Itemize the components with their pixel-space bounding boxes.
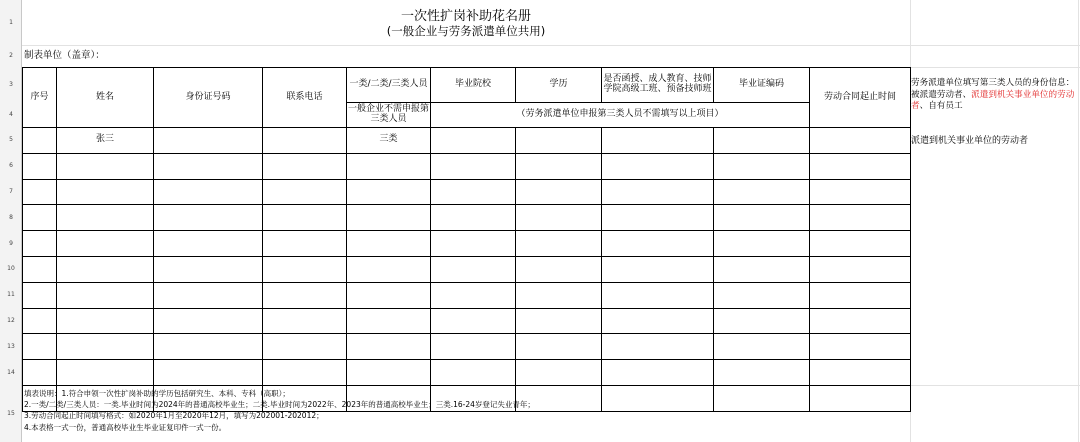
sample-category-cell[interactable]: 三类 [347, 128, 431, 154]
row-number[interactable]: 2 [9, 52, 13, 59]
table-cell[interactable] [23, 205, 57, 231]
table-cell[interactable] [57, 308, 154, 334]
table-row [23, 205, 911, 231]
table-cell[interactable] [714, 128, 810, 154]
table-cell[interactable] [57, 334, 154, 360]
table-cell[interactable] [154, 231, 263, 257]
table-cell[interactable] [516, 128, 602, 154]
dispatch-note[interactable]: （劳务派遣单位申报第三类人员不需填写以上项目） [431, 103, 810, 128]
table-cell[interactable] [263, 256, 347, 282]
col-header-phone[interactable]: 联系电话 [263, 68, 347, 128]
table-cell[interactable] [263, 282, 347, 308]
col-header-education[interactable]: 学历 [516, 68, 602, 103]
row-number[interactable]: 9 [9, 240, 13, 247]
table-row [23, 153, 911, 179]
row-number[interactable]: 6 [9, 162, 13, 169]
table-cell[interactable] [154, 153, 263, 179]
table-cell[interactable] [57, 179, 154, 205]
table-cell[interactable] [23, 308, 57, 334]
table-cell[interactable] [431, 205, 516, 231]
table-cell[interactable] [263, 308, 347, 334]
table-cell[interactable] [431, 179, 516, 205]
table-cell[interactable] [516, 334, 602, 360]
table-cell[interactable] [154, 360, 263, 386]
table-cell[interactable] [263, 128, 347, 154]
table-cell[interactable] [810, 334, 911, 360]
table-cell[interactable] [602, 205, 714, 231]
row-number[interactable]: 11 [7, 291, 15, 298]
table-cell[interactable] [57, 231, 154, 257]
table-cell[interactable] [602, 308, 714, 334]
table-cell[interactable] [154, 128, 263, 154]
table-cell[interactable] [714, 153, 810, 179]
table-cell[interactable] [347, 231, 431, 257]
title-area [22, 0, 910, 45]
table-cell[interactable] [714, 231, 810, 257]
table-cell[interactable] [602, 128, 714, 154]
table-cell[interactable] [154, 205, 263, 231]
table-cell[interactable] [23, 179, 57, 205]
table-cell[interactable] [516, 231, 602, 257]
col-header-school[interactable]: 毕业院校 [431, 68, 516, 103]
dispatch-identity-header[interactable] [911, 78, 1077, 113]
row-number[interactable]: 8 [9, 214, 13, 221]
table-cell[interactable] [516, 256, 602, 282]
sample-name-cell[interactable]: 张三 [57, 128, 154, 154]
row-number[interactable]: 13 [7, 343, 15, 350]
table-cell[interactable] [154, 308, 263, 334]
table-cell[interactable] [263, 360, 347, 386]
table-cell[interactable] [23, 256, 57, 282]
note-line: 4.本表格一式一份，普通高校毕业生毕业证复印件一式一份。 [24, 422, 227, 432]
col-header-id-number[interactable]: 身份证号码 [154, 68, 263, 128]
note-line: 3.劳动合同起止时间填写格式：如2020年1月至2020年12月，填写为202001-202012； [24, 411, 324, 421]
row-number[interactable]: 7 [9, 188, 13, 195]
sample-identity-cell[interactable]: 派遣到机关事业单位的劳动者 [911, 136, 1029, 146]
table-cell[interactable] [516, 179, 602, 205]
table-cell[interactable] [714, 385, 810, 411]
table-cell[interactable] [431, 256, 516, 282]
table-cell[interactable] [810, 179, 911, 205]
table-row [23, 360, 911, 386]
table-cell[interactable] [154, 256, 263, 282]
table-cell[interactable] [602, 334, 714, 360]
table-cell[interactable] [602, 256, 714, 282]
table-row [23, 256, 911, 282]
table-cell[interactable] [154, 179, 263, 205]
table-cell[interactable] [431, 334, 516, 360]
table-cell[interactable] [810, 385, 911, 411]
col-header-tech-class[interactable]: 是否函授、成人教育、技师学院高级工班、预备技师班 [602, 68, 714, 103]
table-cell[interactable] [810, 308, 911, 334]
table-cell[interactable] [516, 282, 602, 308]
table-cell[interactable] [154, 282, 263, 308]
dispatch-identity-red: 派遣到机关事业单位的劳动者 [911, 89, 1075, 111]
table-cell[interactable] [810, 256, 911, 282]
table-cell[interactable] [263, 231, 347, 257]
roster-table [22, 67, 911, 412]
table-row [23, 179, 911, 205]
table-row [23, 282, 911, 308]
table-cell[interactable] [263, 153, 347, 179]
table-cell[interactable] [57, 282, 154, 308]
table-cell[interactable] [714, 256, 810, 282]
table-cell[interactable] [810, 231, 911, 257]
page-subtitle: (一般企业与劳务派遣单位共用) [386, 24, 546, 38]
row-number[interactable]: 3 [9, 81, 13, 88]
table-cell[interactable] [23, 282, 57, 308]
table-row [23, 308, 911, 334]
gridline [1078, 0, 1079, 442]
table-cell[interactable] [57, 205, 154, 231]
category-note[interactable]: 一般企业不需申报第三类人员 [347, 103, 431, 128]
col-header-contract-period[interactable]: 劳动合同起止时间 [810, 68, 911, 128]
table-cell[interactable] [263, 334, 347, 360]
table-cell[interactable] [714, 360, 810, 386]
table-cell[interactable] [810, 360, 911, 386]
table-row [23, 231, 911, 257]
table-cell[interactable] [516, 205, 602, 231]
table-cell[interactable] [347, 282, 431, 308]
table-cell[interactable] [57, 256, 154, 282]
table-cell[interactable] [602, 179, 714, 205]
table-cell[interactable] [810, 153, 911, 179]
col-header-name[interactable]: 姓名 [57, 68, 154, 128]
note-line: 填表说明：1.符合申领一次性扩岗补助的学历包括研究生、本科、专科（高职）； [24, 389, 290, 398]
table-cell[interactable] [714, 282, 810, 308]
table-cell[interactable] [23, 360, 57, 386]
table-cell[interactable] [431, 308, 516, 334]
table-cell[interactable] [23, 153, 57, 179]
table-cell[interactable] [810, 128, 911, 154]
table-cell[interactable] [602, 153, 714, 179]
table-cell[interactable] [347, 308, 431, 334]
table-row [23, 128, 911, 154]
row-number[interactable]: 15 [7, 410, 15, 417]
table-cell[interactable] [714, 308, 810, 334]
table-cell[interactable] [347, 153, 431, 179]
table-cell[interactable] [57, 360, 154, 386]
fill-instructions [24, 388, 535, 433]
row-number[interactable]: 14 [7, 369, 15, 376]
col-header-cert-number[interactable]: 毕业证编码 [714, 68, 810, 103]
col-header-seq[interactable]: 序号 [23, 68, 57, 128]
maker-label: 制表单位（盖章）： [24, 50, 105, 61]
row-number[interactable]: 10 [7, 265, 15, 272]
table-cell[interactable] [154, 334, 263, 360]
table-cell[interactable] [714, 334, 810, 360]
note-line: 2.一类/二类/三类人员：一类.毕业时间为2024年的普通高校毕业生；二类.毕业时间为2022年、2023年的普通高校毕业生；三类.16-24岁登记失业青年； [24, 400, 535, 410]
table-cell[interactable] [431, 231, 516, 257]
page-title: 一次性扩岗补助花名册 [400, 9, 531, 24]
table-cell[interactable] [431, 360, 516, 386]
table-cell[interactable] [714, 205, 810, 231]
header-row [23, 68, 911, 103]
row-number[interactable]: 5 [9, 136, 13, 143]
row-number[interactable]: 4 [9, 111, 13, 118]
table-cell[interactable] [516, 308, 602, 334]
table-cell[interactable] [516, 153, 602, 179]
col-header-category[interactable]: 一类/二类/三类人员 [347, 68, 431, 103]
table-cell[interactable] [810, 282, 911, 308]
row-number[interactable]: 12 [7, 317, 15, 324]
table-cell[interactable] [263, 205, 347, 231]
dispatch-identity-prefix: 劳务派遣单位填写第三类人员的身份信息：被派遣劳动者、 [911, 78, 1075, 100]
table-cell[interactable] [431, 128, 516, 154]
table-cell[interactable] [57, 153, 154, 179]
row-number[interactable]: 1 [9, 19, 13, 26]
table-cell[interactable] [810, 205, 911, 231]
table-cell[interactable] [431, 282, 516, 308]
table-cell[interactable] [347, 205, 431, 231]
table-cell[interactable] [347, 360, 431, 386]
table-row [23, 334, 911, 360]
table-cell[interactable] [23, 128, 57, 154]
dispatch-identity-suffix: 、自有员工 [919, 101, 963, 111]
table-cell[interactable] [602, 360, 714, 386]
table-cell[interactable] [347, 256, 431, 282]
table-cell[interactable] [263, 179, 347, 205]
table-cell[interactable] [431, 153, 516, 179]
table-cell[interactable] [23, 334, 57, 360]
table-cell[interactable] [347, 179, 431, 205]
gridline [22, 45, 1080, 46]
table-cell[interactable] [23, 231, 57, 257]
table-cell[interactable] [602, 282, 714, 308]
table-cell[interactable] [714, 179, 810, 205]
table-cell[interactable] [516, 360, 602, 386]
table-cell[interactable] [347, 334, 431, 360]
table-cell[interactable] [602, 385, 714, 411]
table-cell[interactable] [602, 231, 714, 257]
